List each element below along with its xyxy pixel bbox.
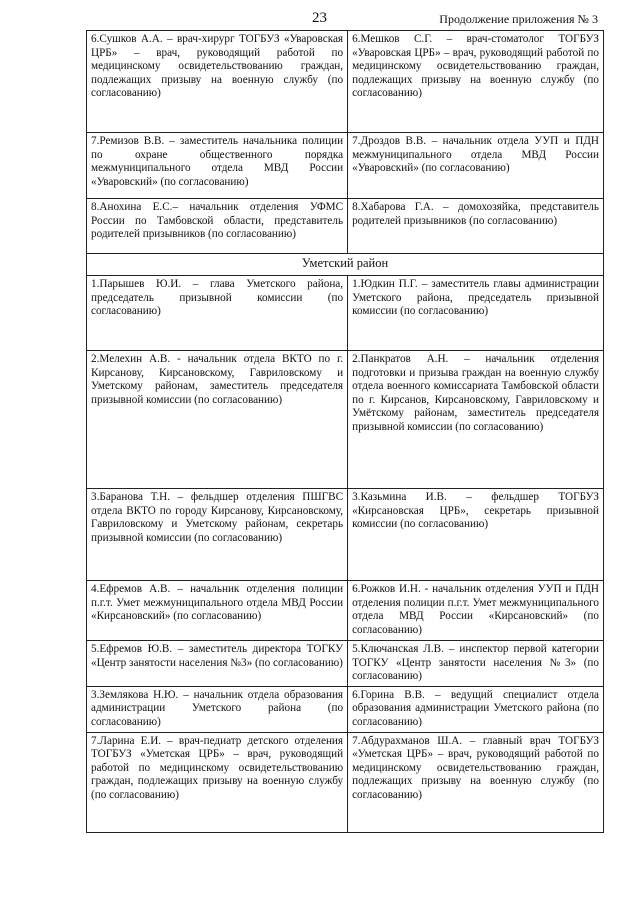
member-cell: 2.Мелехин А.В. - начальник отдела ВКТО по г. Кирсанову, Кирсановскому, Гавриловскому и Уметскому районам, заместитель председателя призывной комиссии (по согласованию) <box>87 351 348 489</box>
district-heading: Уметский район <box>87 254 604 276</box>
table-row <box>87 133 604 199</box>
deputy-cell: 2.Панкратов А.Н. – начальник отделения подготовки и призыва граждан на военную службу отдела военного комиссариата Тамбовской области по г. Кирсанов, Кирсановскому, Гавриловскому и Умётскому районам, заместитель председателя призывной комиссии (по согласованию) <box>348 351 604 489</box>
table-row <box>87 199 604 254</box>
table-row <box>87 489 604 581</box>
member-cell: 3.Баранова Т.Н. – фельдшер отделения ПШГВС отдела ВКТО по городу Кирсанову, Кирсановскому, Гавриловскому и Уметскому районам, секретарь призывной комиссии (по согласованию) <box>87 489 348 581</box>
deputy-cell: 3.Казьмина И.В. – фельдшер ТОГБУЗ «Кирсановская ЦРБ», секретарь призывной комиссии (по согласованию) <box>348 489 604 581</box>
member-cell: 7.Ремизов В.В. – заместитель начальника полиции по охране общественного порядка межмуниципального отдела МВД России «Уваровский» (по согласованию) <box>87 133 348 199</box>
section-row <box>87 254 604 276</box>
member-cell: 1.Парышев Ю.И. – глава Уметского района, председатель призывной комиссии (по согласованию) <box>87 276 348 351</box>
member-cell: 8.Анохина Е.С.– начальник отделения УФМС России по Тамбовской области, представитель родителей призывников (по согласованию) <box>87 199 348 254</box>
deputy-cell: 6.Горина В.В. – ведущий специалист отдела образования администрации Уметского района (по согласованию) <box>348 686 604 732</box>
deputy-cell: 6.Мешков С.Г. – врач-стоматолог ТОГБУЗ «Уваровская ЦРБ» – врач, руководящий работой по медицинскому освидетельствованию граждан, подлежащих призыву на военную службу (по согласованию) <box>348 31 604 133</box>
member-cell: 4.Ефремов А.В. – начальник отделения полиции п.г.т. Умет межмуниципального отдела МВД России «Кирсановский» (по согласованию) <box>87 581 348 641</box>
member-cell: 7.Ларина Е.И. – врач-педиатр детского отделения ТОГБУЗ «Уметская ЦРБ» – врач, руководящий работой по медицинскому освидетельствованию граждан, подлежащих призыву на военную службу (по согласованию) <box>87 732 348 832</box>
table-row <box>87 686 604 732</box>
member-cell: 3.Землякова Н.Ю. – начальник отдела образования администрации Уметского района (по согласованию) <box>87 686 348 732</box>
table-row <box>87 732 604 832</box>
deputy-cell: 1.Юдкин П.Г. – заместитель главы администрации Уметского района, председатель призывной комиссии (по согласованию) <box>348 276 604 351</box>
table-row <box>87 351 604 489</box>
member-cell: 5.Ефремов Ю.В. – заместитель директора ТОГКУ «Центр занятости населения №3» (по согласованию) <box>87 641 348 687</box>
table-row <box>87 641 604 687</box>
deputy-cell: 8.Хабарова Г.А. – домохозяйка, представитель родителей призывников (по согласованию) <box>348 199 604 254</box>
deputy-cell: 6.Рожков И.Н. - начальник отделения УУП и ПДН отделения полиции п.г.т. Умет межмуниципального отдела МВД России «Кирсановский» (по согласованию) <box>348 581 604 641</box>
table-row <box>87 276 604 351</box>
table-row <box>87 581 604 641</box>
commission-table <box>86 30 604 833</box>
member-cell: 6.Сушков А.А. – врач-хирург ТОГБУЗ «Уваровская ЦРБ» – врач, руководящий работой по медицинскому освидетельствованию граждан, подлежащих призыву на военную службу (по согласованию) <box>87 31 348 133</box>
appendix-continuation: Продолжение приложения № 3 <box>439 12 598 26</box>
deputy-cell: 5.Ключанская Л.В. – инспектор первой категории ТОГКУ «Центр занятости населения №3» (по согласованию) <box>348 641 604 687</box>
deputy-cell: 7.Дроздов В.В. – начальник отдела УУП и ПДН межмуниципального отдела МВД России «Уваровский» (по согласованию) <box>348 133 604 199</box>
deputy-cell: 7.Абдурахманов Ш.А. – главный врач ТОГБУЗ «Уметская ЦРБ» – врач, руководящий работой по медицинскому освидетельствованию граждан, подлежащих призыву на военную службу (по согласованию) <box>348 732 604 832</box>
table-row <box>87 31 604 133</box>
page-number: 23 <box>312 10 327 26</box>
